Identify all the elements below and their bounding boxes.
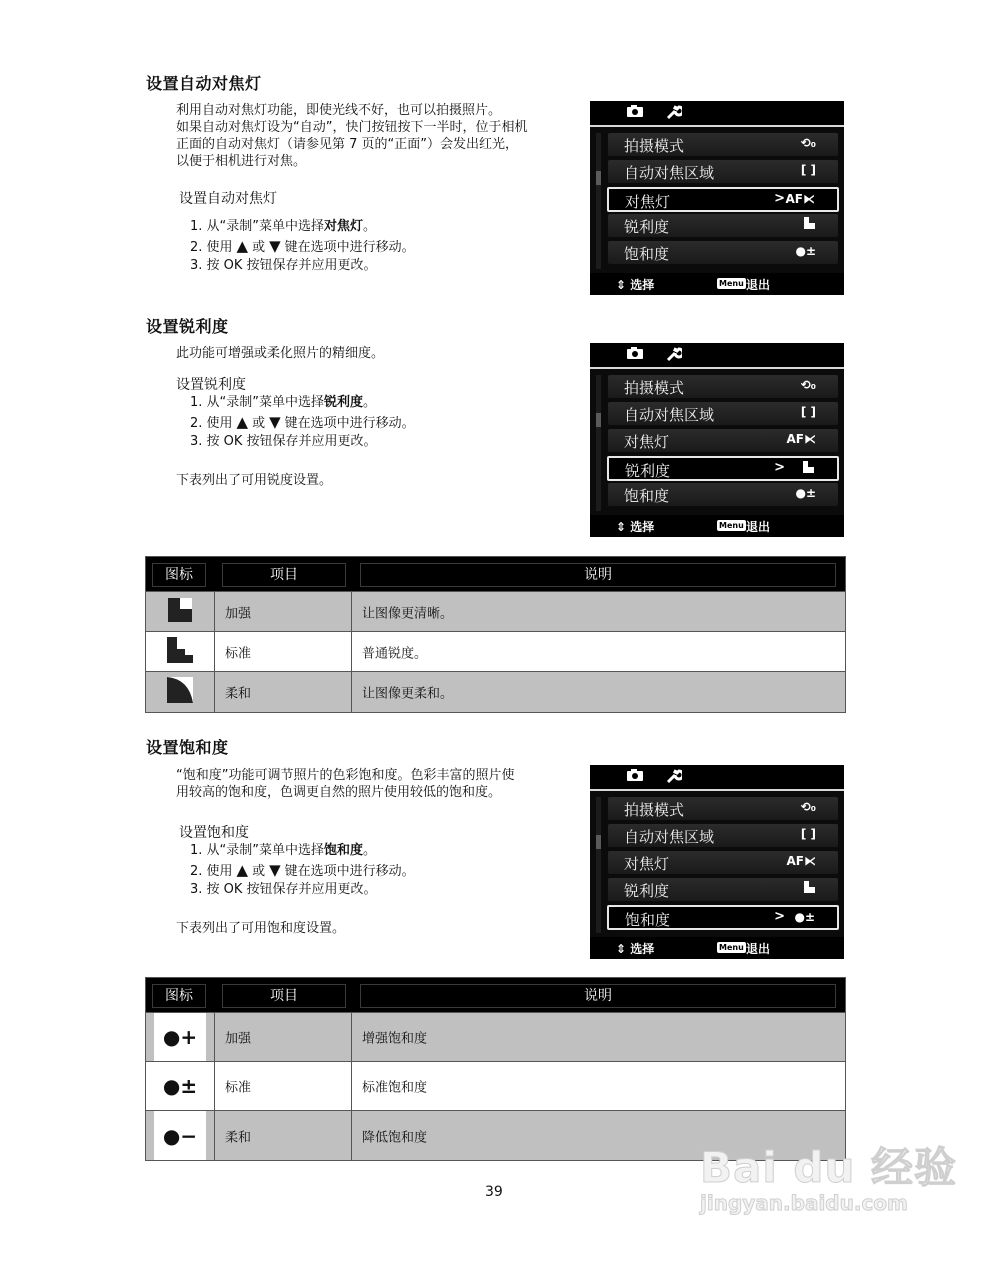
menu-item-af-lamp[interactable]: 对焦灯 AF⧔	[608, 429, 838, 452]
header-item: 项目	[222, 563, 346, 587]
shooting-mode-icon: ⟲₀	[800, 800, 816, 814]
shooting-mode-icon: ⟲₀	[800, 136, 816, 150]
down-arrow-icon: ▼	[269, 236, 281, 255]
menu-tab-bar	[590, 101, 844, 127]
scrollbar-thumb[interactable]	[596, 413, 601, 427]
sharpness-normal-icon	[803, 461, 815, 476]
section-title-saturation: 设置饱和度	[146, 738, 229, 757]
sharpness-table	[145, 556, 846, 713]
menu-item-saturation[interactable]: 饱和度 ●±	[608, 241, 838, 264]
select-hint: ⇕ 选择	[616, 942, 655, 956]
step-1: 1. 从“录制”菜单中选择锐利度。	[190, 395, 377, 410]
droplet-icon: ●	[162, 1123, 181, 1148]
step-2: 2. 使用 ▲ 或 ▼ 键在选项中进行移动。	[190, 860, 415, 879]
down-arrow-icon: ▼	[269, 860, 281, 879]
af-lamp-icon: AF⧔	[786, 854, 816, 868]
af-area-icon: [ ]	[800, 405, 816, 419]
up-arrow-icon: ▲	[236, 860, 249, 879]
menu-tab-bar	[590, 343, 844, 369]
chevron-right-icon: >	[774, 460, 785, 475]
header-desc: 说明	[360, 984, 836, 1008]
af-lamp-icon: AF⧔	[785, 192, 815, 206]
af-lamp-steps	[190, 218, 415, 276]
item-label: 标准	[225, 1080, 252, 1096]
camera-menu-screen-saturation	[590, 765, 844, 959]
step-3: 3. 按 OK 按钮保存并应用更改。	[190, 882, 377, 897]
item-label: 加强	[225, 1031, 252, 1047]
table-header	[146, 557, 845, 591]
menu-scrollbar[interactable]	[596, 133, 601, 269]
menu-item-af-area[interactable]: 自动对焦区域 [ ]	[608, 160, 838, 183]
updown-nav-icon: ⇕	[616, 278, 627, 292]
menu-item-saturation[interactable]: 饱和度 > ●±	[607, 905, 839, 930]
sharpness-description: 此功能可增强或柔化照片的精细度。	[176, 346, 385, 361]
table-row	[146, 1012, 845, 1061]
saturation-high-icon: ●+	[162, 1025, 198, 1049]
page-number: 39	[485, 1184, 503, 1200]
item-label: 标准	[225, 646, 252, 661]
saturation-description	[176, 767, 514, 801]
menu-item-af-area[interactable]: 自动对焦区域 [ ]	[608, 402, 838, 425]
saturation-normal-icon: ●±	[794, 910, 815, 924]
header-icon: 图标	[152, 984, 206, 1008]
menu-item-shooting-mode[interactable]: 拍摄模式 ⟲₀	[608, 375, 838, 398]
step-1: 1. 从“录制”菜单中选择对焦灯。	[190, 219, 377, 234]
menu-item-sharpness[interactable]: 锐利度	[608, 878, 838, 901]
sharpness-normal-icon	[804, 881, 816, 896]
menu-item-sharpness[interactable]: 锐利度 >	[607, 456, 839, 481]
scrollbar-thumb[interactable]	[596, 835, 601, 849]
watermark-url: jingyan.baidu.com	[700, 1191, 908, 1215]
sharpness-table-note: 下表列出了可用锐度设置。	[176, 473, 333, 488]
saturation-normal-icon: ●±	[795, 486, 816, 500]
menu-scrollbar[interactable]	[596, 797, 601, 933]
saturation-table-note: 下表列出了可用饱和度设置。	[176, 921, 346, 936]
exit-hint: 退出	[746, 942, 771, 956]
sharpness-subtitle: 设置锐利度	[176, 377, 246, 393]
camera-menu-screen-sharpness	[590, 343, 844, 537]
table-header	[146, 978, 845, 1012]
menu-button-icon: Menu	[719, 521, 744, 530]
header-item: 项目	[222, 984, 346, 1008]
sharpness-soft-icon	[167, 677, 193, 707]
step-2: 2. 使用 ▲ 或 ▼ 键在选项中进行移动。	[190, 236, 415, 255]
menu-button-icon: Menu	[719, 279, 744, 288]
sharpness-strong-icon	[168, 598, 192, 626]
table-row	[146, 631, 845, 671]
saturation-subtitle: 设置饱和度	[179, 825, 249, 841]
scrollbar-thumb[interactable]	[596, 171, 601, 185]
paragraph-line: 如果自动对焦灯设为“自动”，快门按钮按下一半时，位于相机	[176, 120, 528, 135]
menu-item-saturation[interactable]: 饱和度 ●±	[608, 483, 838, 506]
menu-item-shooting-mode[interactable]: 拍摄模式 ⟲₀	[608, 797, 838, 820]
table-row	[146, 591, 845, 631]
menu-tab-bar	[590, 765, 844, 791]
header-icon: 图标	[152, 563, 206, 587]
updown-nav-icon: ⇕	[616, 520, 627, 534]
select-hint: ⇕ 选择	[616, 520, 655, 534]
chevron-right-icon: >	[774, 909, 785, 924]
saturation-table	[145, 977, 846, 1161]
menu-button-icon: Menu	[719, 943, 744, 952]
saturation-normal-icon: ●±	[795, 244, 816, 258]
table-row	[146, 1110, 845, 1160]
select-hint: ⇕ 选择	[616, 278, 655, 292]
paragraph-line: 以便于相机进行对焦。	[176, 154, 307, 169]
droplet-icon: ●	[162, 1074, 181, 1098]
saturation-normal-icon: ●±	[162, 1074, 198, 1098]
step-1: 1. 从“录制”菜单中选择饱和度。	[190, 843, 377, 858]
item-description: 让图像更清晰。	[362, 606, 454, 621]
item-label: 柔和	[225, 686, 252, 702]
menu-item-sharpness[interactable]: 锐利度	[608, 214, 838, 237]
item-description: 标准饱和度	[362, 1080, 428, 1096]
wrench-icon[interactable]	[666, 346, 682, 366]
af-lamp-icon: AF⧔	[786, 432, 816, 446]
af-lamp-description	[176, 102, 527, 170]
shooting-mode-icon: ⟲₀	[800, 378, 816, 392]
item-description: 增强饱和度	[362, 1031, 428, 1047]
table-row	[146, 671, 845, 712]
wrench-icon[interactable]	[666, 768, 682, 788]
paragraph-line: 用较高的饱和度，色调更自然的照片使用较低的饱和度。	[176, 785, 502, 800]
section-title-sharpness: 设置锐利度	[146, 317, 229, 336]
step-3: 3. 按 OK 按钮保存并应用更改。	[190, 434, 377, 449]
camera-icon[interactable]	[626, 346, 644, 364]
down-arrow-icon: ▼	[269, 412, 281, 431]
sharpness-normal-icon	[804, 217, 816, 232]
droplet-icon: ●	[162, 1025, 181, 1049]
menu-item-shooting-mode[interactable]: 拍摄模式 ⟲₀	[608, 133, 838, 156]
menu-item-af-lamp[interactable]: 对焦灯 > AF⧔	[607, 187, 839, 212]
watermark-brand: Bai du 经验	[700, 1143, 957, 1192]
menu-item-af-lamp[interactable]: 对焦灯 AF⧔	[608, 851, 838, 874]
header-desc: 说明	[360, 563, 836, 587]
step-3: 3. 按 OK 按钮保存并应用更改。	[190, 258, 377, 273]
sharpness-normal-icon	[167, 637, 193, 667]
paragraph-line: 利用自动对焦灯功能，即使光线不好，也可以拍摄照片。	[176, 103, 502, 118]
table-row	[146, 1061, 845, 1110]
menu-footer	[590, 515, 844, 537]
chevron-right-icon: >	[774, 191, 785, 206]
updown-nav-icon: ⇕	[616, 942, 627, 956]
up-arrow-icon: ▲	[236, 412, 249, 431]
af-area-icon: [ ]	[800, 163, 816, 177]
step-2: 2. 使用 ▲ 或 ▼ 键在选项中进行移动。	[190, 412, 415, 431]
camera-icon[interactable]	[626, 768, 644, 786]
wrench-icon[interactable]	[666, 104, 682, 124]
item-description: 让图像更柔和。	[362, 686, 454, 702]
item-description: 降低饱和度	[362, 1130, 428, 1145]
saturation-low-icon: ●−	[162, 1123, 198, 1148]
menu-footer	[590, 937, 844, 959]
item-label: 加强	[225, 606, 252, 621]
camera-icon[interactable]	[626, 104, 644, 122]
menu-footer	[590, 273, 844, 295]
sharpness-steps	[190, 394, 415, 452]
paragraph-line: 正面的自动对焦灯（请参见第 7 页的“正面”）会发出红光，	[176, 137, 519, 152]
exit-hint: 退出	[746, 520, 771, 534]
af-lamp-subtitle: 设置自动对焦灯	[179, 191, 277, 207]
section-title-af-lamp: 设置自动对焦灯	[146, 74, 262, 93]
up-arrow-icon: ▲	[236, 236, 249, 255]
menu-item-af-area[interactable]: 自动对焦区域 [ ]	[608, 824, 838, 847]
exit-hint: 退出	[746, 278, 771, 292]
saturation-steps	[190, 842, 415, 900]
paragraph-line: “饱和度”功能可调节照片的色彩饱和度。色彩丰富的照片使	[176, 768, 515, 783]
menu-scrollbar[interactable]	[596, 375, 601, 511]
camera-menu-screen-af-lamp	[590, 101, 844, 295]
af-area-icon: [ ]	[800, 827, 816, 841]
item-label: 柔和	[225, 1130, 252, 1145]
item-description: 普通锐度。	[362, 646, 428, 661]
